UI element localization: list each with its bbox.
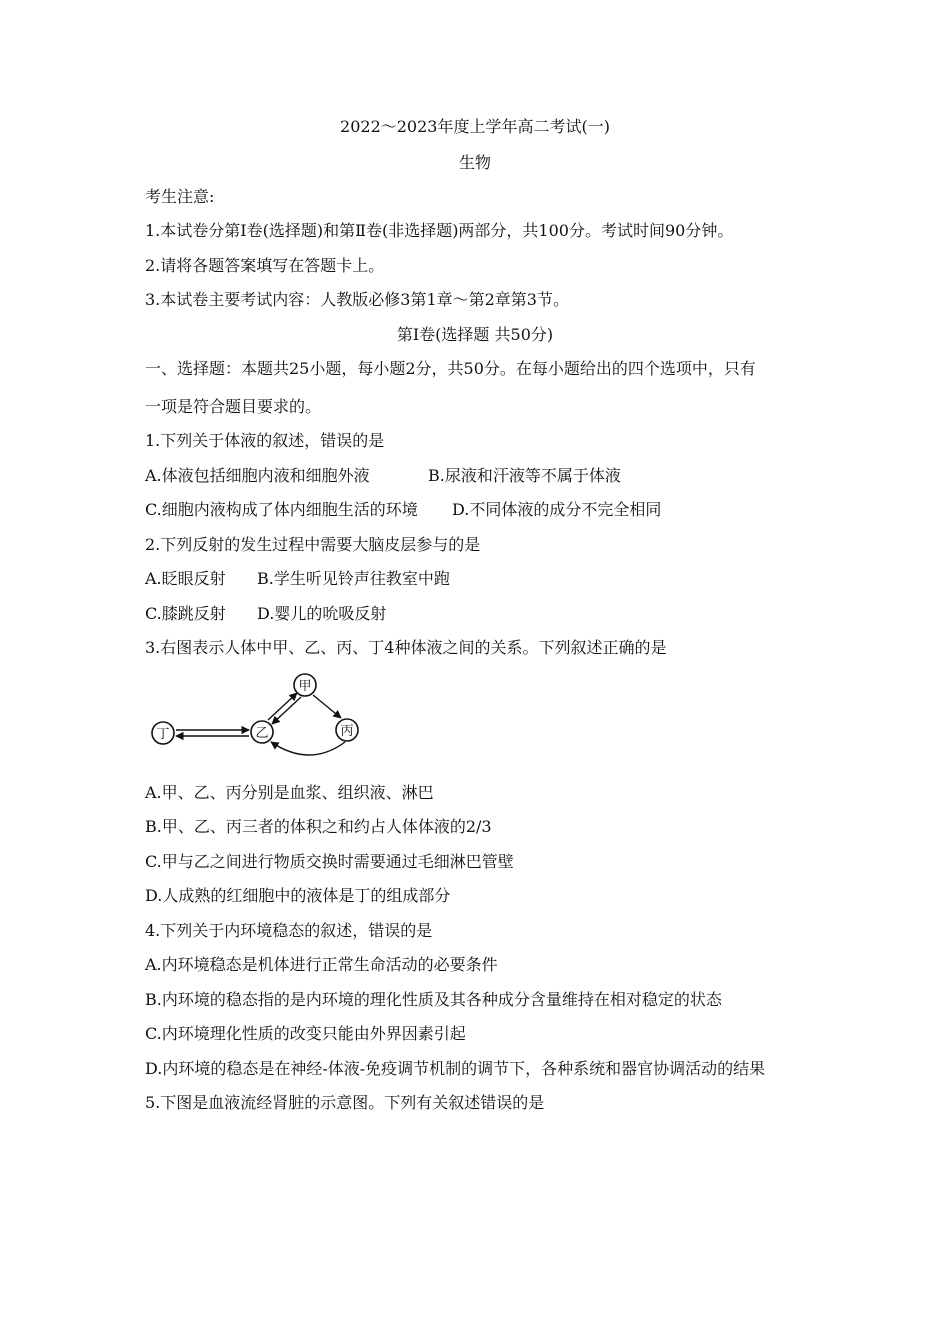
node-bing-label: 丙	[340, 724, 354, 739]
question-3-option-c: C.甲与乙之间进行物质交换时需要通过毛细淋巴管壁	[145, 852, 514, 871]
question-2-option-a: A.眨眼反射	[145, 569, 226, 588]
node-jia-label: 甲	[298, 679, 312, 694]
section-instruction-line1: 一、选择题：本题共25小题，每小题2分，共50分。在每小题给出的四个选项中，只有	[145, 359, 756, 378]
question-1-option-b: B.尿液和汗液等不属于体液	[428, 466, 621, 485]
body-fluid-relationship-diagram	[145, 668, 385, 763]
node-yi	[251, 721, 273, 743]
question-5-stem: 5.下图是血液流经肾脏的示意图。下列有关叙述错误的是	[145, 1093, 545, 1112]
question-4-option-a: A.内环境稳态是机体进行正常生命活动的必要条件	[145, 955, 498, 974]
question-1-stem: 1.下列关于体液的叙述，错误的是	[145, 431, 385, 450]
question-2-option-c: C.膝跳反射	[145, 604, 226, 623]
exam-subject: 生物	[458, 153, 491, 172]
question-4-option-b: B.内环境的稳态指的是内环境的理化性质及其各种成分含量维持在相对稳定的状态	[145, 990, 722, 1009]
question-4-stem: 4.下列关于内环境稳态的叙述，错误的是	[145, 921, 433, 940]
question-1-option-d: D.不同体液的成分不完全相同	[452, 500, 662, 519]
node-jia	[294, 674, 316, 696]
section-instruction-line2: 一项是符合题目要求的。	[145, 397, 322, 416]
notice-item-3: 3.本试卷主要考试内容：人教版必修3第1章～第2章第3节。	[145, 290, 569, 309]
arrow-jia-to-yi	[272, 697, 301, 724]
question-4-option-d: D.内环境的稳态是在神经-体液-免疫调节机制的调节下，各种系统和器官协调活动的结果	[145, 1059, 766, 1078]
arrow-bing-to-yi	[271, 742, 345, 755]
question-2-option-d: D.婴儿的吮吸反射	[257, 604, 387, 623]
arrow-yi-to-jia	[268, 693, 297, 720]
question-2-stem: 2.下列反射的发生过程中需要大脑皮层参与的是	[145, 535, 481, 554]
question-4-option-c: C.内环境理化性质的改变只能由外界因素引起	[145, 1024, 466, 1043]
notice-item-1: 1.本试卷分第Ⅰ卷(选择题)和第Ⅱ卷(非选择题)两部分，共100分。考试时间90分钟。	[145, 221, 734, 240]
section-title: 第Ⅰ卷(选择题 共50分)	[396, 325, 554, 344]
node-ding-label: 丁	[156, 727, 170, 742]
notice-item-2: 2.请将各题答案填写在答题卡上。	[145, 256, 385, 275]
node-ding	[152, 722, 174, 744]
node-yi-label: 乙	[255, 726, 269, 741]
question-1-option-a: A.体液包括细胞内液和细胞外液	[145, 466, 370, 485]
notice-heading: 考生注意:	[145, 187, 215, 206]
question-3-option-a: A.甲、乙、丙分别是血浆、组织液、淋巴	[145, 783, 434, 802]
question-1-option-c: C.细胞内液构成了体内细胞生活的环境	[145, 500, 418, 519]
exam-title: 2022～2023年度上学年高二考试(一)	[340, 117, 610, 136]
arrow-jia-to-bing	[313, 695, 341, 718]
question-2-option-b: B.学生听见铃声往教室中跑	[257, 569, 450, 588]
node-bing	[336, 719, 358, 741]
question-3-option-d: D.人成熟的红细胞中的液体是丁的组成部分	[145, 886, 451, 905]
question-3-option-b: B.甲、乙、丙三者的体积之和约占人体体液的2/3	[145, 817, 492, 836]
question-3-stem: 3.右图表示人体中甲、乙、丙、丁4种体液之间的关系。下列叙述正确的是	[145, 638, 667, 657]
